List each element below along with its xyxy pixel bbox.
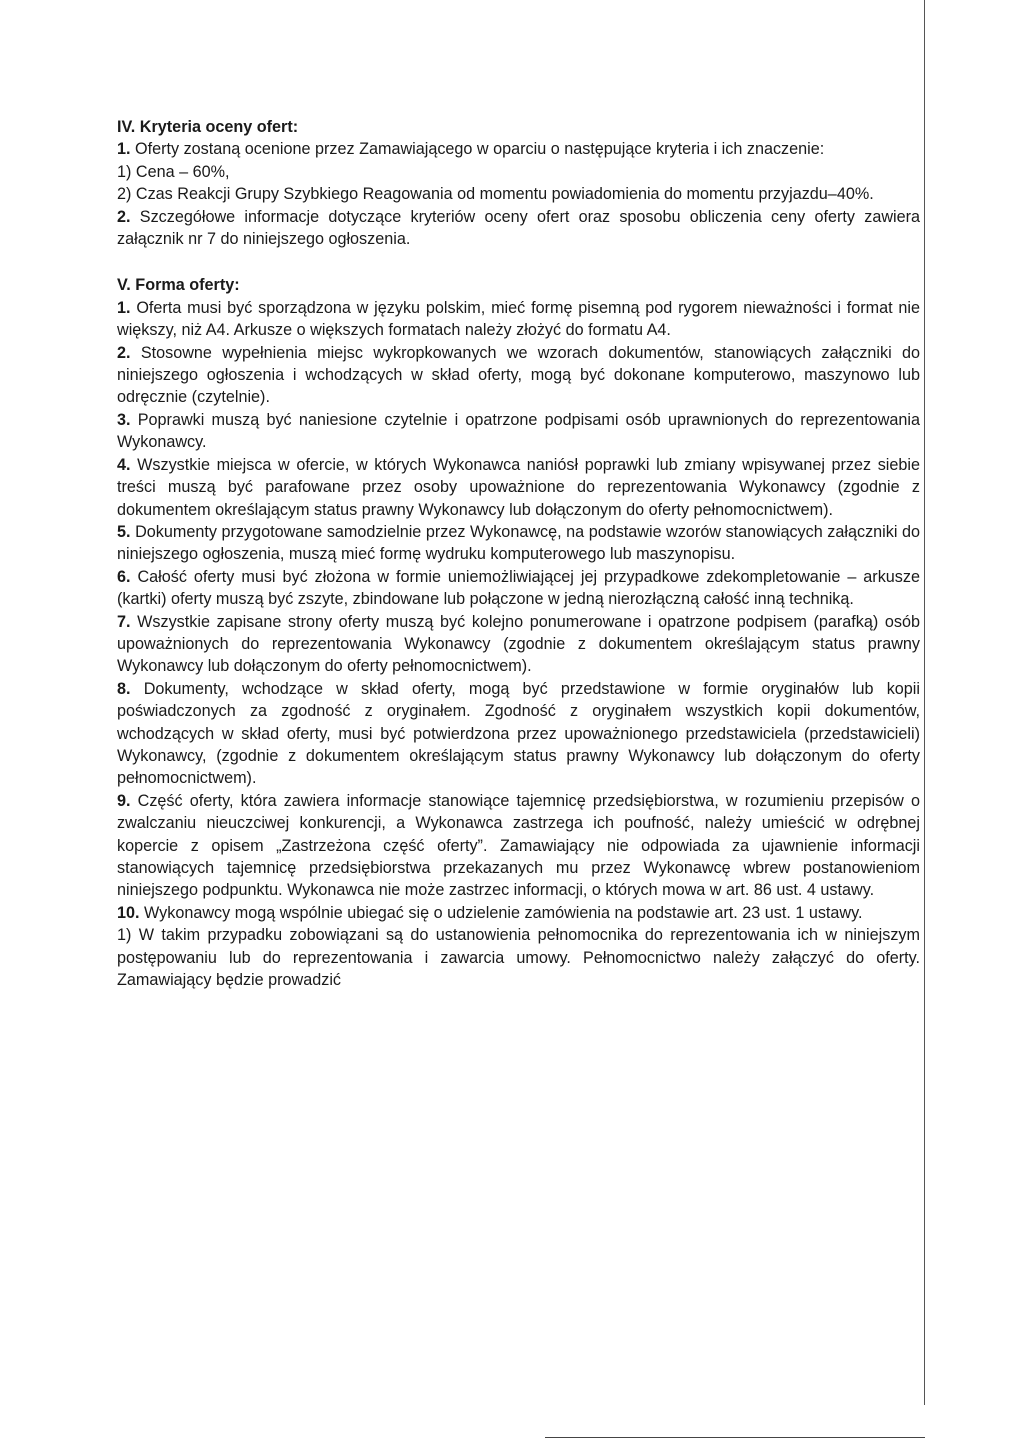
criteria-item-reaction-time: 2) Czas Reakcji Grupy Szybkiego Reagowania od momentu powiadomienia do momentu przyjazdu–40%. bbox=[117, 185, 874, 204]
paragraph-iv-2 bbox=[117, 206, 920, 251]
paragraph-number: 8. bbox=[117, 679, 131, 698]
paragraph-text: Wszystkie miejsca w ofercie, w których Wykonawca naniósł poprawki lub zmiany wpisywanej przez siebie treści muszą być parafowane przez osoby upoważnione do reprezentowania Wykonawcy (zgodnie z dokumentem określającym status prawny Wykonawcy lub dołączonym do oferty pełnomocnictwem). bbox=[117, 455, 921, 519]
paragraph-text: Oferty zostaną ocenione przez Zamawiającego w oparciu o następujące kryteria i ich znaczenie: bbox=[135, 140, 825, 159]
paragraph-v-3 bbox=[117, 409, 920, 454]
paragraph-number: 7. bbox=[117, 612, 131, 631]
paragraph-number: 2. bbox=[117, 207, 131, 226]
paragraph-v-5 bbox=[117, 521, 920, 566]
paragraph-iv-1 bbox=[117, 138, 920, 160]
document-body bbox=[117, 116, 920, 991]
paragraph-number: 3. bbox=[117, 410, 131, 429]
paragraph-number: 10. bbox=[117, 903, 140, 922]
paragraph-v-10-subitem-1: 1) W takim przypadku zobowiązani są do ustanowienia pełnomocnika do reprezentowania ich w niniejszym postępowaniu lub do reprezentowania i zawarcia umowy. Pełnomocnictwo należy załączyć do oferty. Zamawiający będzie prowadzić bbox=[117, 926, 920, 990]
paragraph-v-6 bbox=[117, 566, 920, 611]
section-heading-v: V. Forma oferty: bbox=[117, 276, 240, 295]
paragraph-number: 1. bbox=[117, 298, 131, 317]
paragraph-text: Całość oferty musi być złożona w formie uniemożliwiającej jej przypadkowe zdekompletowanie – arkusze (kartki) oferty muszą być zszyte, zbindowane lub połączone w jedną nierozłączną całość inną techniką. bbox=[117, 567, 920, 609]
paragraph-text: Stosowne wypełnienia miejsc wykropkowanych we wzorach dokumentów, stanowiących załączniki do niniejszego ogłoszenia i wchodzących w skład oferty, mogą być dokonane komputerowo, maszynowo lub odręcznie (czytelnie). bbox=[117, 343, 921, 407]
criteria-item-price: 1) Cena – 60%, bbox=[117, 162, 230, 181]
paragraph-v-10 bbox=[117, 902, 920, 924]
page-border-right bbox=[924, 0, 925, 1405]
section-heading-iv: IV. Kryteria oceny ofert: bbox=[117, 118, 299, 136]
paragraph-text: Dokumenty przygotowane samodzielnie przez Wykonawcę, na podstawie wzorów stanowiących załączniki do niniejszego ogłoszenia, muszą mieć formę wydruku komputerowego lub maszynopisu. bbox=[117, 522, 921, 564]
paragraph-text: Oferta musi być sporządzona w języku polskim, mieć formę pisemną pod rygorem nieważności i format nie większy, niż A4. Arkusze o większych formatach należy złożyć do formatu A4. bbox=[117, 298, 921, 340]
paragraph-v-4 bbox=[117, 454, 920, 521]
paragraph-number: 6. bbox=[117, 567, 131, 586]
paragraph-text: Część oferty, która zawiera informacje stanowiące tajemnicę przedsiębiorstwa, w rozumieniu przepisów o zwalczaniu nieuczciwej konkurencji, a Wykonawca zastrzega ich poufność, należy umieścić w odrębnej kopercie z opisem „Zastrzeżona część oferty”. Zamawiający nie odpowiada za ujawnienie informacji stanowiących tajemnicę przedsiębiorstwa przekazanych mu przez Wykonawcę wbrew postanowieniom niniejszego podpunktu. Wykonawca nie może zastrzec informacji, o których mowa w art. 86 ust. 4 ustawy. bbox=[117, 791, 920, 900]
paragraph-text: Wykonawcy mogą wspólnie ubiegać się o udzielenie zamówienia na podstawie art. 23 ust. 1 ustawy. bbox=[144, 903, 863, 922]
paragraph-number: 5. bbox=[117, 522, 131, 541]
paragraph-v-9 bbox=[117, 790, 920, 902]
paragraph-v-7 bbox=[117, 611, 920, 678]
paragraph-text: Dokumenty, wchodzące w skład oferty, mogą być przedstawione w formie oryginałów lub kopii poświadczonych za zgodność z oryginałem. Zgodność z oryginałem wszystkich kopii dokumentów, wchodzących w skład oferty, musi być potwierdzona przez upoważnionego przedstawiciela (przedstawicieli) Wykonawcy, (zgodnie z dokumentem określającym status prawny Wykonawcy lub dołączonym do oferty pełnomocnictwem). bbox=[117, 679, 921, 788]
paragraph-text: Szczegółowe informacje dotyczące kryteriów oceny ofert oraz sposobu obliczenia ceny oferty zawiera załącznik nr 7 do niniejszego ogłoszenia. bbox=[117, 207, 921, 249]
paragraph-number: 2. bbox=[117, 343, 131, 362]
paragraph-text: Poprawki muszą być naniesione czytelnie i opatrzone podpisami osób uprawnionych do reprezentowania Wykonawcy. bbox=[117, 410, 920, 452]
page-border-bottom bbox=[545, 1437, 925, 1438]
paragraph-v-8 bbox=[117, 678, 920, 790]
paragraph-number: 4. bbox=[117, 455, 131, 474]
paragraph-number: 9. bbox=[117, 791, 131, 810]
paragraph-v-1 bbox=[117, 297, 920, 342]
paragraph-number: 1. bbox=[117, 140, 131, 159]
paragraph-v-2 bbox=[117, 342, 920, 409]
paragraph-text: Wszystkie zapisane strony oferty muszą być kolejno ponumerowane i opatrzone podpisem (parafką) osób upoważnionych do reprezentowania Wykonawcy (zgodnie z dokumentem określającym status prawny Wykonawcy lub dołączonym do oferty pełnomocnictwem). bbox=[117, 612, 920, 676]
